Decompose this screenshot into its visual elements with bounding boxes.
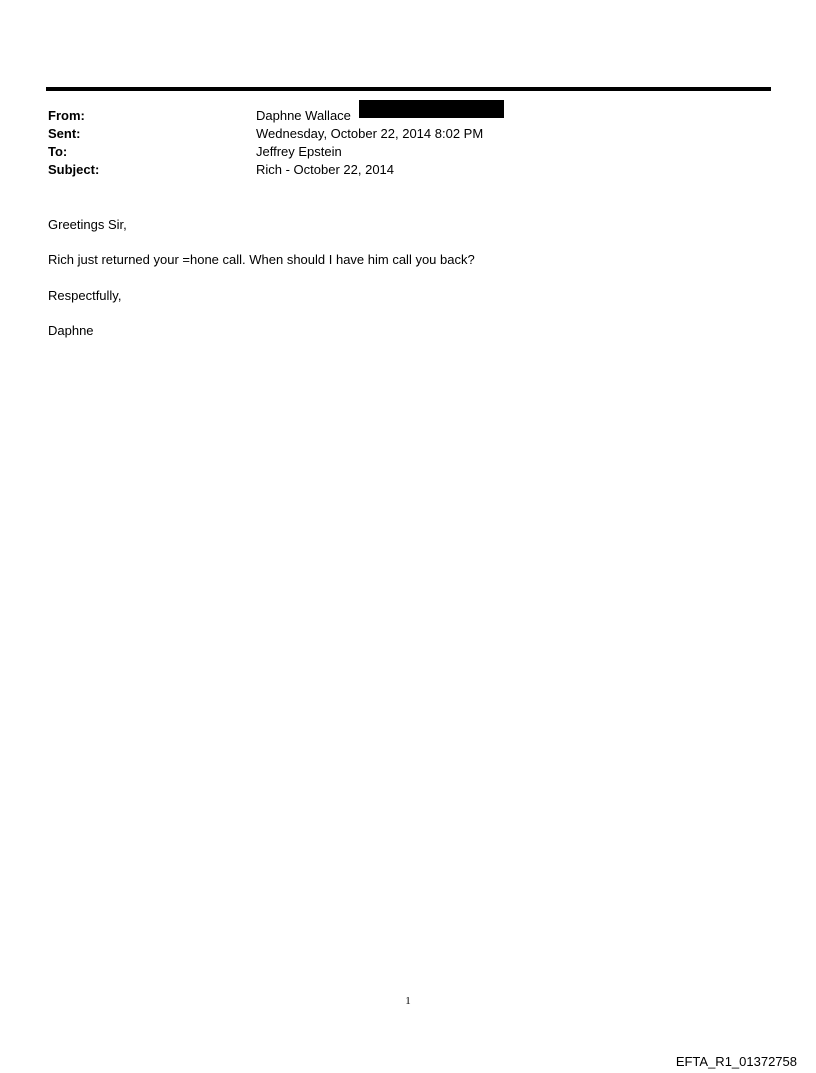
email-signature: Daphne <box>48 323 94 338</box>
from-value <box>256 107 504 125</box>
subject-label: Subject: <box>48 162 100 177</box>
from-label: From: <box>48 108 85 123</box>
email-message: Rich just returned your =hone call. When should I have him call you back? <box>48 252 475 267</box>
subject-row <box>48 161 748 179</box>
email-closing: Respectfully, <box>48 288 122 303</box>
sent-label: Sent: <box>48 126 81 141</box>
document-id: EFTA_R1_01372758 <box>675 1054 797 1069</box>
sender-name: Daphne Wallace <box>256 108 351 123</box>
header-divider-rule <box>46 87 771 91</box>
page-number: 1 <box>405 995 411 1007</box>
subject-value: Rich - October 22, 2014 <box>256 162 395 177</box>
from-row <box>48 107 748 125</box>
sent-row <box>48 125 748 143</box>
to-value: Jeffrey Epstein <box>256 144 342 159</box>
to-row <box>48 143 748 161</box>
redaction-box <box>359 100 504 118</box>
sent-value: Wednesday, October 22, 2014 8:02 PM <box>256 126 484 141</box>
to-label: To: <box>48 144 68 159</box>
email-greeting: Greetings Sir, <box>48 217 127 232</box>
